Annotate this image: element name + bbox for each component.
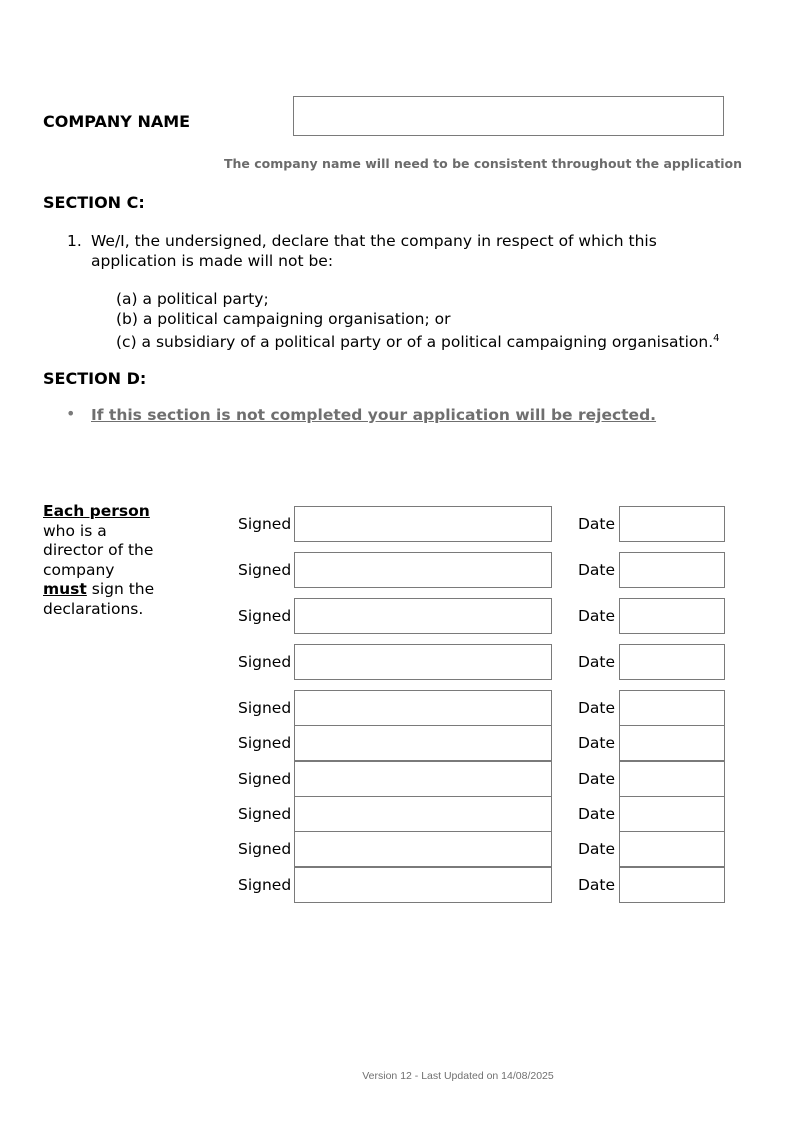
- signature-row: [238, 644, 726, 680]
- date-field[interactable]: [619, 552, 725, 588]
- signature-field[interactable]: [294, 552, 552, 588]
- company-name-input[interactable]: [293, 96, 724, 136]
- signature-field[interactable]: [294, 831, 552, 867]
- instruction-sign: sign the declarations.: [43, 580, 155, 618]
- signature-field[interactable]: [294, 506, 552, 542]
- signature-row: [238, 690, 726, 726]
- signature-row: [238, 867, 726, 903]
- company-name-note: The company name will need to be consistent throughout the application: [224, 156, 742, 171]
- signed-label: Signed: [238, 734, 292, 752]
- instruction-each-person: Each person: [43, 502, 150, 520]
- option-c-text: (c) a subsidiary of a political party or of a political campaigning organisation.: [116, 333, 714, 352]
- declaration-options: [116, 290, 720, 353]
- signature-row: [238, 796, 726, 832]
- signature-field[interactable]: [294, 725, 552, 761]
- option-a: (a) a political party;: [116, 290, 269, 308]
- signed-label: Signed: [238, 876, 292, 894]
- date-label: Date: [578, 653, 616, 671]
- signed-label: Signed: [238, 561, 292, 579]
- instruction-must: must: [43, 580, 87, 598]
- signed-label: Signed: [238, 515, 292, 533]
- date-field[interactable]: [619, 796, 725, 832]
- signed-label: Signed: [238, 607, 292, 625]
- rejection-warning: If this section is not completed your application will be rejected.: [91, 406, 657, 424]
- date-label: Date: [578, 607, 616, 625]
- date-field[interactable]: [619, 867, 725, 903]
- date-field[interactable]: [619, 725, 725, 761]
- company-name-label: COMPANY NAME: [43, 112, 191, 131]
- option-c: [116, 329, 720, 353]
- date-label: Date: [578, 561, 616, 579]
- bullet-icon: •: [66, 404, 76, 423]
- signature-field[interactable]: [294, 690, 552, 726]
- signature-field[interactable]: [294, 644, 552, 680]
- date-field[interactable]: [619, 598, 725, 634]
- date-label: Date: [578, 515, 616, 533]
- date-field[interactable]: [619, 761, 725, 797]
- signature-field[interactable]: [294, 867, 552, 903]
- date-field[interactable]: [619, 644, 725, 680]
- signature-row: [238, 506, 726, 542]
- date-field[interactable]: [619, 690, 725, 726]
- instruction-director: who is a director of the company: [43, 521, 154, 579]
- signed-label: Signed: [238, 805, 292, 823]
- declaration-item: [67, 231, 727, 271]
- signed-label: Signed: [238, 770, 292, 788]
- footer-version: Version 12 - Last Updated on 14/08/2025: [362, 1070, 554, 1082]
- signature-field[interactable]: [294, 598, 552, 634]
- declaration-text: We/I, the undersigned, declare that the company in respect of which this application is made will not be:: [91, 232, 657, 270]
- date-label: Date: [578, 770, 616, 788]
- date-label: Date: [578, 805, 616, 823]
- section-d-heading: SECTION D:: [43, 369, 147, 388]
- date-label: Date: [578, 840, 616, 858]
- date-label: Date: [578, 699, 616, 717]
- signature-row: [238, 725, 726, 761]
- signature-row: [238, 761, 726, 797]
- date-label: Date: [578, 876, 616, 894]
- signature-row: [238, 831, 726, 867]
- signed-label: Signed: [238, 653, 292, 671]
- signature-row: [238, 598, 726, 634]
- signed-label: Signed: [238, 840, 292, 858]
- declaration-number: 1.: [67, 232, 82, 250]
- footnote-ref: 4: [713, 333, 720, 344]
- signature-row: [238, 552, 726, 588]
- signature-field[interactable]: [294, 761, 552, 797]
- date-field[interactable]: [619, 831, 725, 867]
- signed-label: Signed: [238, 699, 292, 717]
- signing-instruction: [43, 502, 163, 619]
- date-field[interactable]: [619, 506, 725, 542]
- signature-field[interactable]: [294, 796, 552, 832]
- option-b: (b) a political campaigning organisation; or: [116, 309, 451, 328]
- section-c-heading: SECTION C:: [43, 193, 145, 212]
- date-label: Date: [578, 734, 616, 752]
